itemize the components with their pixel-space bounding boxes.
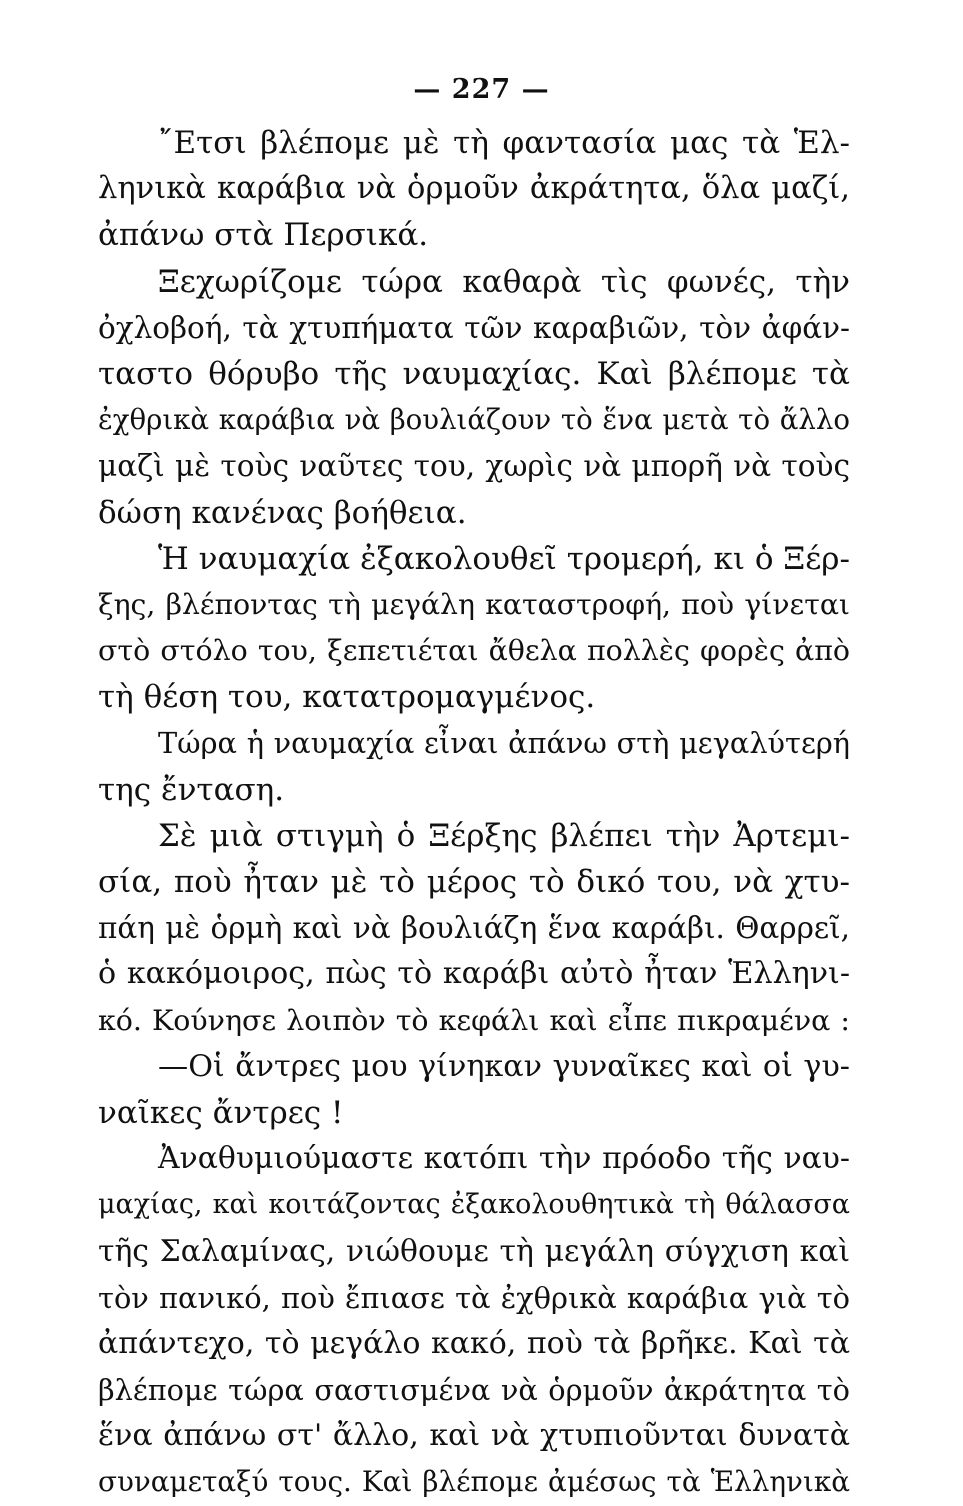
text-line: ἐχθρικὰ καράβια νὰ βουλιάζουν τὸ ἕνα μετὰ τὸ ἄλλο xyxy=(98,403,850,437)
text-line: ξης, βλέποντας τὴ μεγάλη καταστροφή, ποὺ γίνεται xyxy=(98,587,850,621)
text-line: τὴ θέση του, κατατρομαγμένος. xyxy=(98,679,596,716)
text-line: μαζὶ μὲ τοὺς ναῦτες του, χωρὶς νὰ μπορῆ νὰ τοὺς xyxy=(98,449,850,484)
text-line: δώση κανένας βοήθεια. xyxy=(98,494,467,531)
text-line: σία, ποὺ ἦταν μὲ τὸ μέρος τὸ δικό του, νὰ χτυ- xyxy=(98,864,850,900)
text-line: τῆς Σαλαμίνας, νιώθουμε τὴ μεγάλη σύγχιση καὶ xyxy=(98,1233,850,1269)
text-line: τὸν πανικό, ποὺ ἔπιασε τὰ ἐχθρικὰ καράβια γιὰ τὸ xyxy=(98,1280,850,1315)
text-line: Ἡ ναυμαχία ἐξακολουθεῖ τρομερή, κι ὁ Ξέρ- xyxy=(158,540,850,577)
text-line: στὸ στόλο του, ξεπετιέται ἄθελα πολλὲς φορὲς ἀπὸ xyxy=(98,634,850,668)
page-number: — 227 — xyxy=(413,74,550,105)
text-line: πάη μὲ ὁρμὴ καὶ νὰ βουλιάζη ἕνα καράβι. Θαρρεῖ, xyxy=(98,911,850,946)
text-line: Ξεχωρίζομε τώρα καθαρὰ τὶς φωνές, τὴν xyxy=(158,263,850,300)
text-line: ὀχλοβοή, τὰ χτυπήματα τῶν καραβιῶν, τὸν ἀφάν- xyxy=(98,310,850,345)
text-line: Τώρα ἡ ναυμαχία εἶναι ἀπάνω στὴ μεγαλύτερή xyxy=(158,726,850,761)
text-line: βλέπομε τώρα σαστισμένα νὰ ὁρμοῦν ἀκράτητα τὸ xyxy=(98,1373,850,1408)
text-line: ναῖκες ἄντρες ! xyxy=(98,1094,344,1131)
text-line: ῎Ετσι βλέπομε μὲ τὴ φαντασία μας τὰ Ἑλ- xyxy=(158,125,850,161)
body-text xyxy=(98,120,850,1506)
text-line: ἀπάντεχο, τὸ μεγάλο κακό, ποὺ τὰ βρῆκε. Καὶ τὰ xyxy=(98,1325,850,1361)
text-line: μαχίας, καὶ κοιτάζοντας ἐξακολουθητικὰ τὴ θάλασσα xyxy=(98,1189,850,1221)
text-line: —Οἱ ἄντρες μου γίνηκαν γυναῖκες καὶ οἱ γυ- xyxy=(158,1048,850,1084)
text-line: ἕνα ἀπάνω στ' ἄλλο, καὶ νὰ χτυπιοῦνται δυνατὰ xyxy=(98,1418,850,1454)
text-line: κό. Κούνησε λοιπὸν τὸ κεφάλι καὶ εἶπε πικραμένα : xyxy=(98,1003,850,1037)
text-line: Ἀναθυμιούμαστε κατόπι τὴν πρόοδο τῆς ναυ- xyxy=(158,1141,850,1177)
text-line: Σὲ μιὰ στιγμὴ ὁ Ξέρξης βλέπει τὴν Ἀρτεμι- xyxy=(158,817,850,854)
text-line: συναμεταξύ τους. Καὶ βλέπομε ἀμέσως τὰ Ἑλληνικὰ xyxy=(98,1465,850,1499)
text-line: της ἔνταση. xyxy=(98,771,285,808)
text-line: ὁ κακόμοιρος, πὼς τὸ καράβι αὐτὸ ἦταν Ἑλληνι- xyxy=(98,956,850,992)
text-line: ἀπάνω στὰ Περσικά. xyxy=(98,217,429,254)
text-line: ληνικὰ καράβια νὰ ὁρμοῦν ἀκράτητα, ὅλα μαζί, xyxy=(98,171,850,207)
text-line: ταστο θόρυβο τῆς ναυμαχίας. Καὶ βλέπομε τὰ xyxy=(98,355,850,392)
